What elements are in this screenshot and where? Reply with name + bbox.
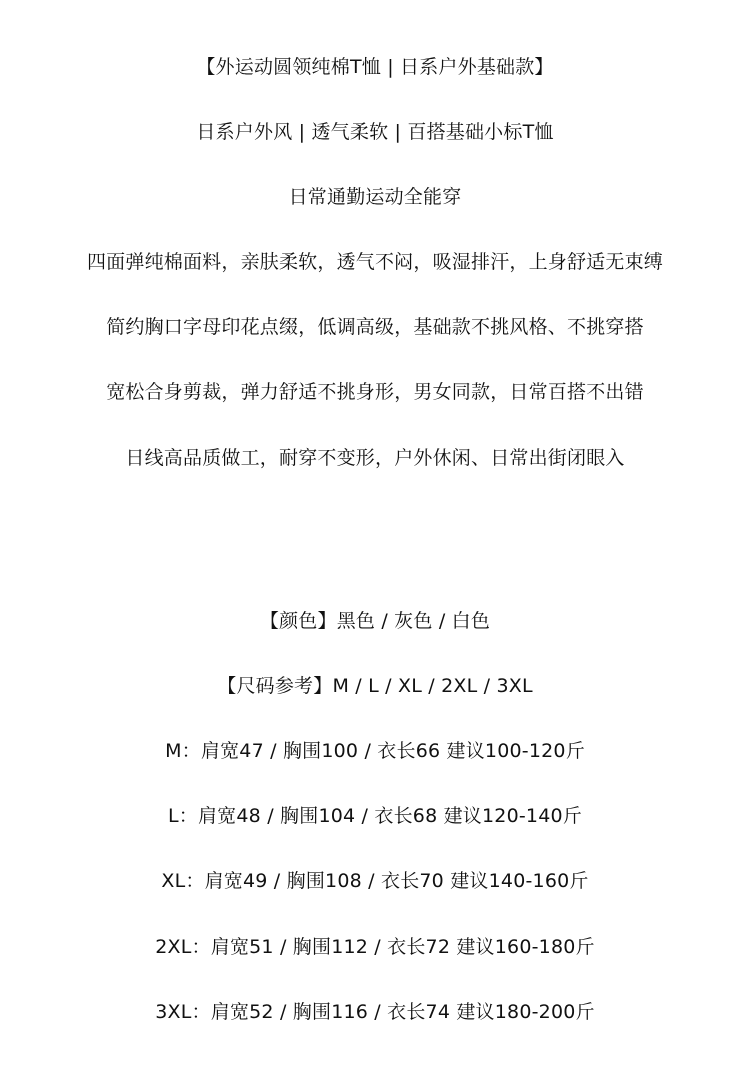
size-row: XL：肩宽49 / 胸围108 / 衣长70 建议140-160斤 xyxy=(161,870,589,892)
color-options: 【颜色】黑色 / 灰色 / 白色 xyxy=(259,610,491,632)
size-row: 3XL：肩宽52 / 胸围116 / 衣长74 建议180-200斤 xyxy=(155,1001,595,1023)
feature-line: 宽松合身剪裁，弹力舒适不挑身形，男女同款，日常百搭不出错 xyxy=(106,381,644,403)
feature-line: 四面弹纯棉面料，亲肤柔软，透气不闷，吸湿排汗，上身舒适无束缚 xyxy=(86,251,663,273)
size-row: M：肩宽47 / 胸围100 / 衣长66 建议100-120斤 xyxy=(165,740,585,762)
product-title: 【外运动圆领纯棉T恤 | 日系户外基础款】 xyxy=(196,56,554,78)
size-row: L：肩宽48 / 胸围104 / 衣长68 建议120-140斤 xyxy=(168,805,582,827)
product-tagline: 日常通勤运动全能穿 xyxy=(288,186,462,208)
feature-line: 日线高品质做工，耐穿不变形，户外休闲、日常出街闭眼入 xyxy=(125,447,625,469)
product-subtitle: 日系户外风 | 透气柔软 | 百搭基础小标T恤 xyxy=(196,121,554,143)
feature-line: 简约胸口字母印花点缀，低调高级，基础款不挑风格、不挑穿搭 xyxy=(106,316,644,338)
size-row: 2XL：肩宽51 / 胸围112 / 衣长72 建议160-180斤 xyxy=(155,936,595,958)
size-options-header: 【尺码参考】M / L / XL / 2XL / 3XL xyxy=(217,675,533,697)
